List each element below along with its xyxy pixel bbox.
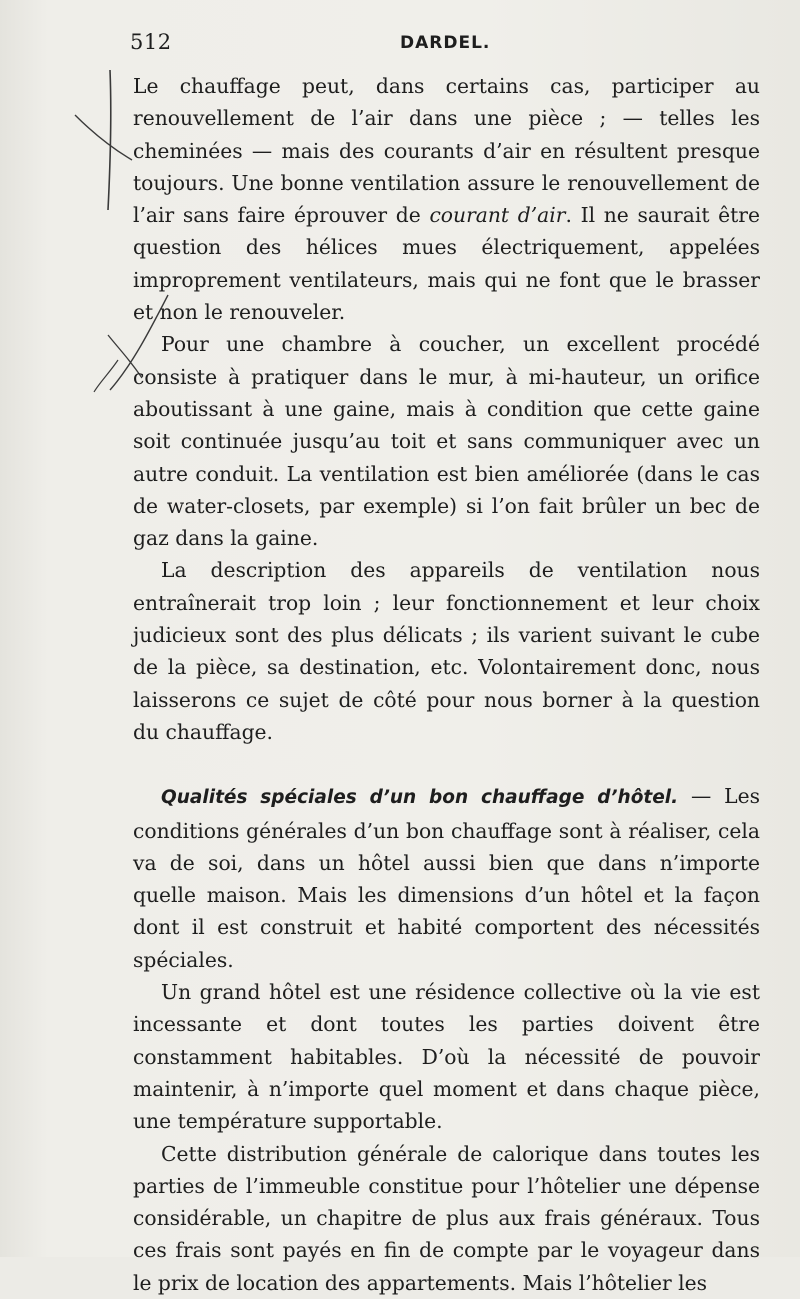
emphasis: courant d’air <box>429 203 566 228</box>
paragraph-text: — Les conditions générales d’un bon chauffage sont à réaliser, cela va de soi, dans un hôtel aussi bien que dans n’importe quelle maison. Mais les dimensions d’un hôtel et la façon dont il est construit et habité comportent des nécessités spéciales. <box>133 784 760 972</box>
paragraph: Pour une chambre à coucher, un excellent procédé consiste à pratiquer dans le mur, à mi-hauteur, un orifice aboutissant à une gaine, mais à condition que cette gaine soit continuée jusqu’au toit et sans communiquer avec un autre conduit. La ventilation est bien améliorée (dans le cas de water-closets, par exemple) si l’on fait brûler un bec de gaz dans la gaine. <box>133 332 760 551</box>
body-text <box>133 70 760 1299</box>
paragraph: Un grand hôtel est une résidence collective où la vie est incessante et dont toutes les parties doivent être constamment habitables. D’où la nécessité de pouvoir maintenir, à n’importe quel moment et dans chaque pièce, une température supportable. <box>133 980 760 1134</box>
running-head: DARDEL. <box>400 33 491 53</box>
paragraph-text: Le chauffage peut, dans certains cas, participer au renouvellement de l’air dans une pièce ; — telles les cheminées — mais des courants d’air en résultent presque toujours. Une bonne ventilation assure le renouvellement de l’air sans faire éprouver de <box>133 74 760 228</box>
paragraph: Cette distribution générale de calorique dans toutes les parties de l’immeuble constitue pour l’hôtelier une dépense considérable, un chapitre de plus aux frais généraux. Tous ces frais sont payés en fin de compte par le voyageur dans le prix de location des appartements. Mais l’hôtelier les <box>133 1141 760 1295</box>
paragraph <box>133 70 760 328</box>
page-number: 512 <box>130 30 172 54</box>
section-paragraph <box>133 780 760 976</box>
paragraph: La description des appareils de ventilation nous entraînerait trop loin ; leur fonctionnement et leur choix judicieux sont des plus délicats ; ils varient suivant le cube de la pièce, sa destination, etc. Volontairement donc, nous laisserons ce sujet de côté pour nous borner à la question du chauffage. <box>133 558 760 744</box>
section-title: Qualités spéciales d’un bon chauffage d’hôtel. <box>161 787 679 809</box>
paragraph-text: . Il ne saurait être question des hélices mues électriquement, appelées improprement ventilateurs, mais qui ne font que le brasser et non le renouveler. <box>133 203 760 325</box>
